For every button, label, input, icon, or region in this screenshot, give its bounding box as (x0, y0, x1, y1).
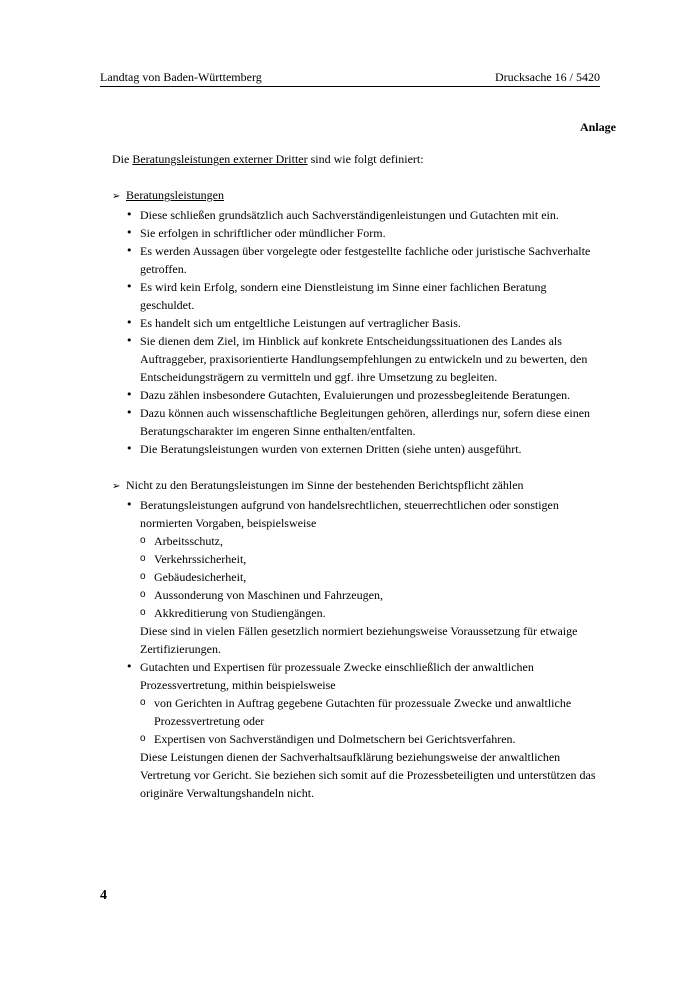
list-item: • Es handelt sich um entgeltliche Leistungen auf vertraglicher Basis. (126, 314, 602, 332)
list-item-note: Diese Leistungen dienen der Sachverhaltsaufklärung beziehungsweise der anwaltlichen Vertretung vor Gericht. Sie beziehen sich somit auf die Prozessbeteiligten und unterstützen das originäre Verwaltungshandeln nicht. (140, 750, 596, 800)
sub-list-item: o Verkehrssicherheit, (140, 550, 602, 568)
list-item: • Sie dienen dem Ziel, im Hinblick auf konkrete Entscheidungssituationen des Landes als Auftraggeber, praxisorientierte Handlungsempfehlungen zu entwickeln und zu bewerten, den Entscheidungsträgern zu vermitteln und ggf. ihre Umsetzung zu begleiten. (126, 332, 602, 386)
list-item-note: Diese sind in vielen Fällen gesetzlich normiert beziehungsweise Voraussetzung für etwaige Zertifizierungen. (140, 624, 578, 656)
section-heading (112, 476, 602, 496)
list-item (126, 496, 602, 658)
bullet-list (112, 206, 602, 458)
intro-suffix: sind wie folgt definiert: (307, 152, 424, 166)
sub-list-item: o Expertisen von Sachverständigen und Dolmetschern bei Gerichtsverfahren. (140, 730, 602, 748)
list-item: • Es werden Aussagen über vorgelegte oder festgestellte fachliche oder juristische Sachverhalte getroffen. (126, 242, 602, 278)
section-title: Beratungsleistungen (126, 188, 224, 202)
list-item-text: • Gutachten und Expertisen für prozessuale Zwecke einschließlich der anwaltlichen Prozessvertretung, mithin beispielsweise (140, 660, 534, 692)
sub-list-item: o von Gerichten in Auftrag gegebene Gutachten für prozessuale Zwecke und anwaltliche Prozessvertretung oder (140, 694, 602, 730)
sub-list-item: o Aussonderung von Maschinen und Fahrzeugen, (140, 586, 602, 604)
bullet-list (112, 496, 602, 802)
page-number: 4 (100, 888, 107, 903)
arrow-bullet-icon: ➢ (112, 191, 121, 202)
list-item: • Sie erfolgen in schriftlicher oder mündlicher Form. (126, 224, 602, 242)
document-body (112, 150, 602, 820)
list-item: • Dazu zählen insbesondere Gutachten, Evaluierungen und prozessbegleitende Beratungen. (126, 386, 602, 404)
sub-list-item: o Arbeitsschutz, (140, 532, 602, 550)
arrow-bullet-icon: ➢ (112, 481, 121, 492)
section-title: Nicht zu den Beratungsleistungen im Sinne der bestehenden Berichtspflicht zählen (126, 478, 524, 492)
intro-underlined-term: Beratungsleistungen externer Dritter (132, 152, 308, 166)
section-heading (112, 186, 602, 206)
page-header (100, 70, 600, 87)
intro-prefix: Die (112, 152, 133, 166)
list-item: • Dazu können auch wissenschaftliche Begleitungen gehören, allerdings nur, sofern diese einen Beratungscharakter im engeren Sinne enthalten/entfalten. (126, 404, 602, 440)
list-item: • Die Beratungsleistungen wurden von externen Dritten (siehe unten) ausgeführt. (126, 440, 602, 458)
sub-list (140, 694, 602, 748)
intro-paragraph (112, 150, 602, 168)
section-exclusions (112, 476, 602, 802)
sub-list-item: o Akkreditierung von Studiengängen. (140, 604, 602, 622)
list-item: • Diese schließen grundsätzlich auch Sachverständigenleistungen und Gutachten mit ein. (126, 206, 602, 224)
list-item: • Es wird kein Erfolg, sondern eine Dienstleistung im Sinne einer fachlichen Beratung geschuldet. (126, 278, 602, 314)
section-consulting-services (112, 186, 602, 458)
sub-list (140, 532, 602, 622)
sub-list-item: o Gebäudesicherheit, (140, 568, 602, 586)
header-document-number: Drucksache 16 / 5420 (495, 70, 600, 84)
header-parliament-name: Landtag von Baden-Württemberg (100, 70, 262, 84)
annex-label: Anlage (580, 120, 616, 134)
list-item (126, 658, 602, 802)
list-item-text: • Beratungsleistungen aufgrund von handelsrechtlichen, steuerrechtlichen oder sonstigen normierten Vorgaben, beispielsweise (140, 498, 559, 530)
